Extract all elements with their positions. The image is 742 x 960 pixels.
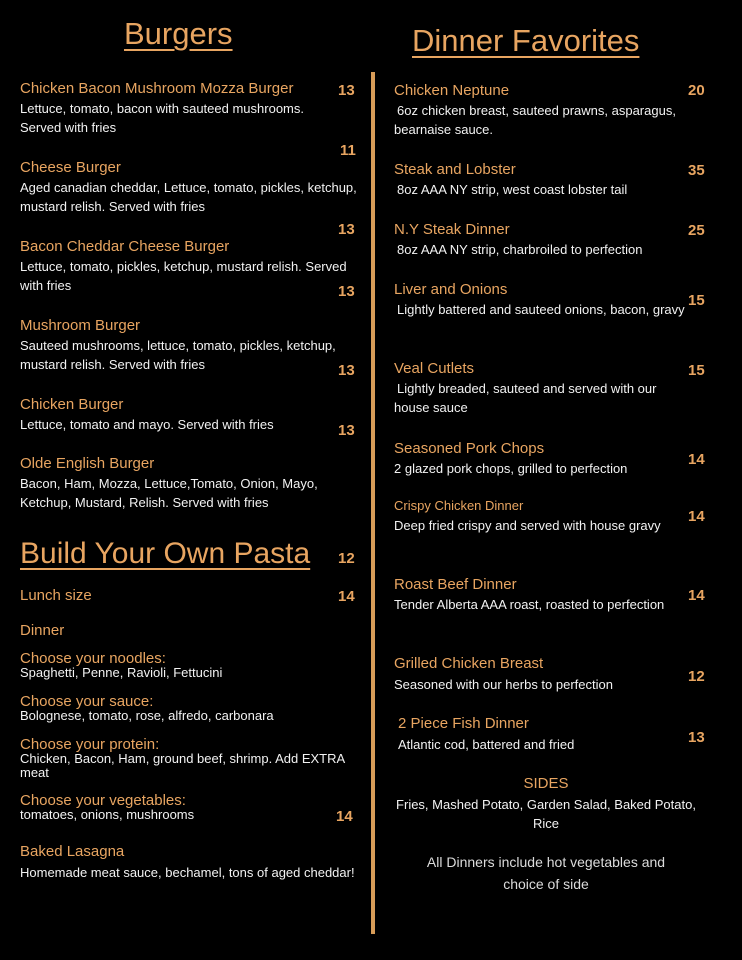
dinner-price: 14 [688,451,705,468]
lunch-size-label: Lunch size [20,587,92,604]
lasagna-price: 14 [336,808,353,825]
dinner-desc: 8oz AAA NY strip, charbroiled to perfection [397,242,643,257]
pasta-price: 12 [338,550,355,567]
dinner-price: 14 [688,587,705,604]
dinner-name: Liver and Onions [394,281,508,298]
dinner-price: 15 [688,362,705,379]
burger-desc: Lettuce, tomato, pickles, ketchup, mustard relish. Served with fries [20,259,347,293]
dinner-price: 20 [688,82,705,99]
dinner-name: Seasoned Pork Chops [394,440,545,457]
dinner-size-label: Dinner [20,622,65,639]
burger-price: 13 [338,283,355,300]
burger-desc: Lettuce, tomato, bacon with sauteed mushrooms. Served with fries [20,101,304,135]
dinner-desc: Lightly battered and sauteed onions, bacon, gravy [397,302,685,317]
burger-price: 13 [338,221,355,238]
lunch-size-price: 14 [338,588,355,605]
choice-desc: tomatoes, onions, mushrooms [20,807,195,822]
dinner-desc: 6oz chicken breast, sauteed prawns, asparagus, bearnaise sauce. [394,103,676,137]
burger-desc: Sauteed mushrooms, lettuce, tomato, pickles, ketchup, mustard relish. Served with fries [20,338,336,372]
dinner-desc: 2 glazed pork chops, grilled to perfection [394,461,628,476]
burger-price: 13 [338,422,355,439]
dinner-price: 25 [688,222,705,239]
dinner-name: Chicken Neptune [394,82,510,99]
burger-price: 13 [338,362,355,379]
burger-name: Chicken Burger [20,396,124,413]
dinner-name: Roast Beef Dinner [394,576,517,593]
choice-label: Choose your noodles: [20,650,166,667]
burger-desc: Lettuce, tomato and mayo. Served with fries [20,417,274,432]
dinner-price: 14 [688,508,705,525]
burger-name: Chicken Bacon Mushroom Mozza Burger [20,80,294,97]
dinner-name: Steak and Lobster [394,161,516,178]
burger-price: 11 [340,142,356,159]
sides-heading: SIDES [523,775,569,792]
dinner-desc: Lightly breaded, sauteed and served with our house sauce [394,381,657,415]
burger-name: Bacon Cheddar Cheese Burger [20,238,230,255]
burger-name: Cheese Burger [20,159,121,176]
choice-label: Choose your sauce: [20,693,154,710]
dinner-desc: Deep fried crispy and served with house gravy [394,518,661,533]
dinner-price: 15 [688,292,705,309]
burgers-heading: Burgers [124,16,233,51]
column-divider [371,72,375,934]
dinner-price: 13 [688,729,705,746]
dinner-note: All Dinners include hot vegetables and choice of side [426,854,666,892]
dinner-desc: Atlantic cod, battered and fried [398,737,575,752]
dinner-name: Grilled Chicken Breast [394,655,544,672]
dinner-desc: Seasoned with our herbs to perfection [394,677,613,692]
dinner-price: 35 [688,162,705,179]
sides-desc: Fries, Mashed Potato, Garden Salad, Baked Potato, Rice [396,797,696,831]
lasagna-name: Baked Lasagna [20,843,125,860]
choice-label: Choose your vegetables: [20,792,186,809]
burger-name: Mushroom Burger [20,317,141,334]
choice-desc: Bolognese, tomato, rose, alfredo, carbonara [20,708,274,723]
choice-label: Choose your protein: [20,736,160,753]
burger-price: 13 [338,82,355,99]
dinner-desc: Tender Alberta AAA roast, roasted to perfection [394,597,665,612]
burger-name: Olde English Burger [20,455,155,472]
dinner-price: 12 [688,668,705,685]
choice-desc: Chicken, Bacon, Ham, ground beef, shrimp. Add EXTRA meat [20,751,345,780]
dinner-heading: Dinner Favorites [412,23,640,58]
pasta-heading: Build Your Own Pasta [20,537,311,570]
dinner-name: Crispy Chicken Dinner [394,498,524,513]
lasagna-desc: Homemade meat sauce, bechamel, tons of aged cheddar! [20,865,355,880]
choice-desc: Spaghetti, Penne, Ravioli, Fettucini [20,665,223,680]
dinner-name: N.Y Steak Dinner [394,221,510,238]
dinner-name: 2 Piece Fish Dinner [398,715,529,732]
burger-desc: Aged canadian cheddar, Lettuce, tomato, pickles, ketchup, mustard relish. Served with fries [20,180,357,214]
dinner-desc: 8oz AAA NY strip, west coast lobster tail [397,182,628,197]
dinner-name: Veal Cutlets [394,360,475,377]
burger-desc: Bacon, Ham, Mozza, Lettuce,Tomato, Onion, Mayo, Ketchup, Mustard, Relish. Served with fries [20,476,318,510]
